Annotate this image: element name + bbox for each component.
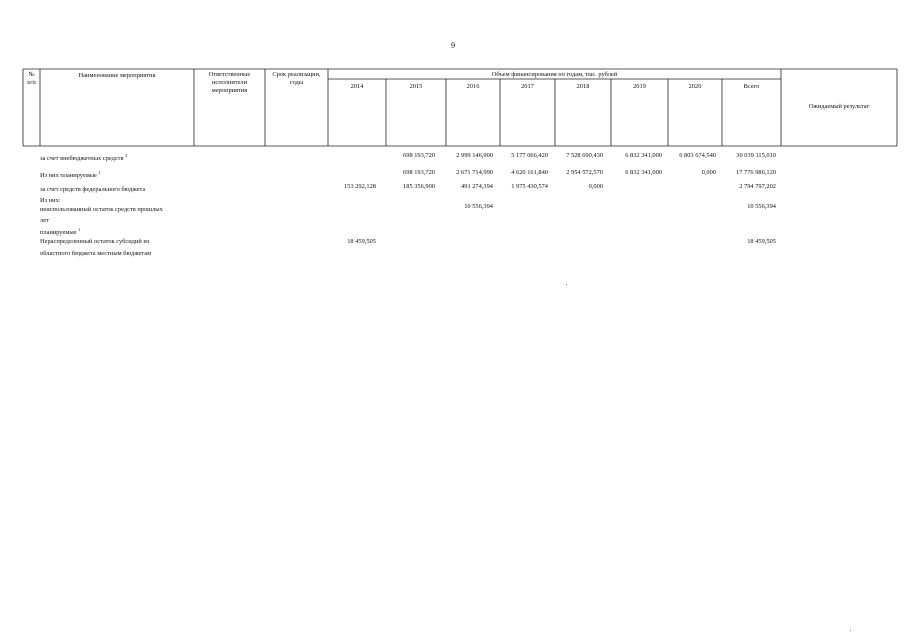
header-year-2018: 2018 [576,83,590,90]
scan-speck [566,284,567,285]
value-cell: 153 292,128 [344,183,376,190]
value-cell: 0,000 [701,169,716,176]
value-cell: 698 193,720 [403,169,435,176]
value-cell: 2 794 797,202 [739,183,776,190]
value-cell: 6 832 341,000 [625,152,662,159]
header-year-2015: 2015 [409,83,423,90]
row-label-unused-balance: Из них: неиспользованный остаток средств прошлых лет [40,197,163,225]
header-period: Срок реализации, годы [272,71,321,86]
value-cell: 5 177 066,420 [511,152,548,159]
value-cell: 698 193,720 [403,152,435,159]
header-total: Всего [743,83,760,90]
header-year-2020: 2020 [688,83,702,90]
value-cell: 6 832 341,000 [625,169,662,176]
value-cell: 17 776 986,120 [736,169,776,176]
value-cell: 10 556,394 [464,203,493,210]
row-label-federal: за счет средств федерального бюджета [40,186,146,194]
row-label-planned-2: планируемые $^1$ [40,227,81,237]
scan-speck [850,630,851,631]
header-year-2019: 2019 [633,83,646,90]
value-cell: 10 556,394 [747,203,776,210]
value-cell: 30 039 115,010 [736,152,776,159]
value-cell: 491 274,394 [461,183,493,190]
header-number: № п/п [27,71,36,86]
value-cell: 2 954 572,570 [566,169,603,176]
row-label-extrabudgetary: за счет внебюджетных средств $^2$ [40,153,128,163]
page-number: 9 [451,41,455,50]
value-cell: 185 356,900 [403,183,435,190]
value-cell: 18 459,505 [747,238,776,245]
value-cell: 2 671 714,990 [456,169,493,176]
value-cell: 0,000 [588,183,603,190]
value-cell: 6 803 674,540 [679,152,716,159]
value-cell: 18 459,505 [347,238,376,245]
value-cell: 7 528 690,430 [566,152,603,159]
header-activity-name: Наименование мероприятия [78,72,156,79]
value-cell: 1 975 430,574 [511,183,548,190]
value-cell: 2 999 146,900 [456,152,493,159]
header-responsible: Ответственные исполнители мероприятия [208,71,251,94]
header-year-2016: 2016 [466,83,480,90]
row-label-planned: Из них планируемые $^1$ [40,170,101,180]
header-year-2017: 2017 [521,83,534,90]
header-financing: Объем финансирования по годам, тыс. рублей [491,71,618,78]
value-cell: 4 620 161,840 [511,169,548,176]
header-expected-result: Ожидаемый результат [808,103,870,110]
header-year-2014: 2014 [350,83,364,90]
row-label-undistributed: Нераспределенный остаток субсидий из областного бюджета местным бюджетам [40,238,152,257]
